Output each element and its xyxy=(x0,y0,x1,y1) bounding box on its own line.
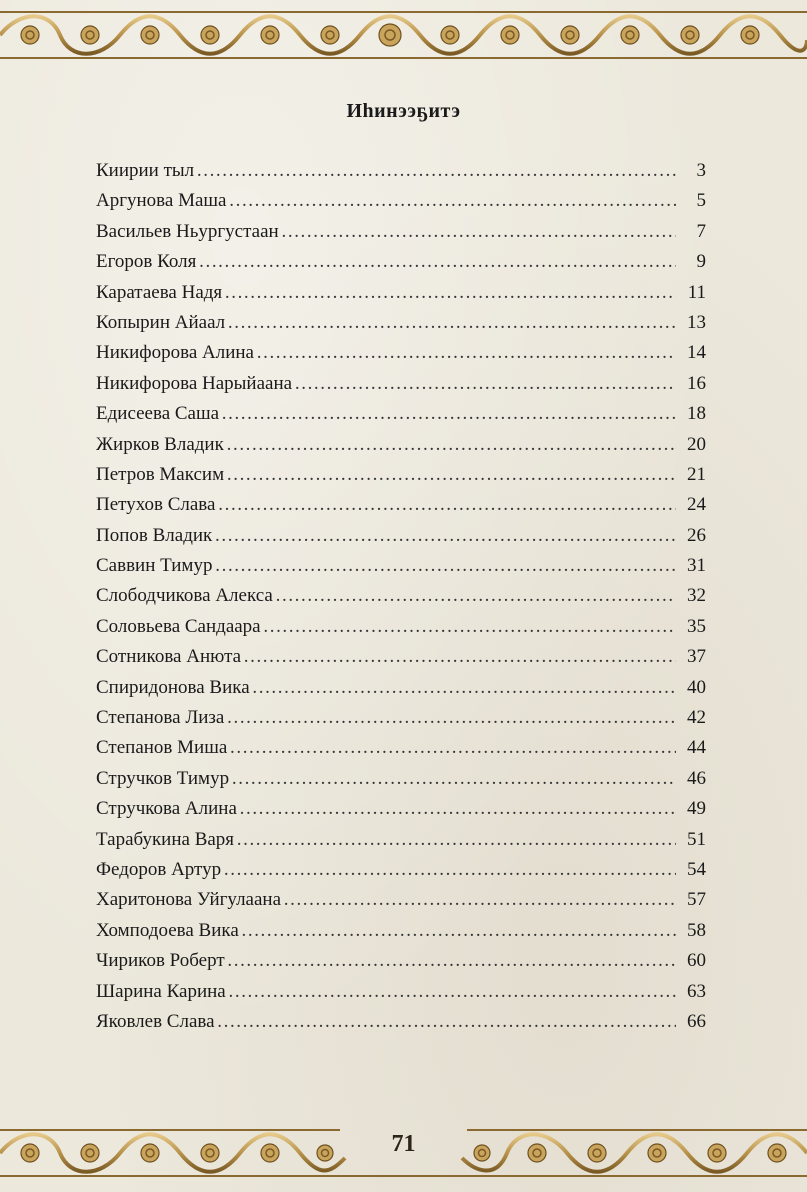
toc-entry-page: 60 xyxy=(687,950,706,972)
toc-entry-page: 21 xyxy=(687,463,706,485)
toc-entry-name: Степанов Миша xyxy=(96,737,228,759)
toc-entry-name: Спиридонова Вика xyxy=(96,676,250,698)
toc-entry xyxy=(96,1007,706,1037)
toc-entry-page: 44 xyxy=(687,737,706,759)
toc-entry xyxy=(96,977,706,1007)
toc-entry xyxy=(96,551,706,581)
toc-entry-name: Попов Владик xyxy=(96,524,213,546)
toc-title: Иһинээҕитэ xyxy=(346,100,461,122)
toc-entry-page: 14 xyxy=(687,342,706,364)
toc-entry-page: 20 xyxy=(687,433,706,455)
dot-leader xyxy=(228,977,676,1007)
dot-leader xyxy=(221,399,676,429)
dot-leader xyxy=(231,764,676,794)
toc-entry-name: Жирков Владик xyxy=(96,433,224,455)
toc-list xyxy=(96,156,706,1037)
toc-entry xyxy=(96,855,706,885)
toc-entry-name: Едисеева Саша xyxy=(96,403,220,425)
toc-entry xyxy=(96,612,706,642)
toc-entry-page: 51 xyxy=(687,828,706,850)
toc-entry-name: Никифорова Нарыйаана xyxy=(96,372,293,394)
dot-leader xyxy=(198,247,676,277)
toc-entry xyxy=(96,430,706,460)
dot-leader xyxy=(226,430,676,460)
toc-entry-name: Слободчикова Алекса xyxy=(96,585,273,607)
toc-entry-page: 3 xyxy=(696,160,706,181)
dot-leader xyxy=(228,186,676,216)
toc-entry xyxy=(96,247,706,277)
toc-entry-page: 42 xyxy=(687,707,706,729)
toc-entry xyxy=(96,369,706,399)
toc-entry-page: 57 xyxy=(687,889,706,911)
toc-entry-name: Стручкова Алина xyxy=(96,798,237,820)
toc-entry xyxy=(96,642,706,672)
dot-leader xyxy=(226,460,676,490)
toc-entry-name: Чириков Роберт xyxy=(96,950,225,972)
toc-entry-page: 49 xyxy=(687,798,706,820)
toc-entry-name: Соловьева Сандаара xyxy=(96,615,261,637)
top-ornament-border xyxy=(0,0,807,70)
toc-entry xyxy=(96,946,706,976)
dot-leader xyxy=(281,217,676,247)
dot-leader xyxy=(226,703,676,733)
toc-entry xyxy=(96,733,706,763)
toc-entry-page: 66 xyxy=(687,1010,706,1032)
toc-entry xyxy=(96,186,706,216)
toc-entry-page: 35 xyxy=(687,615,706,637)
toc-entry-page: 7 xyxy=(696,220,706,242)
toc-entry-page: 24 xyxy=(687,494,706,516)
dot-leader xyxy=(227,946,676,976)
dot-leader xyxy=(283,885,676,915)
toc-entry xyxy=(96,460,706,490)
toc-entry xyxy=(96,794,706,824)
toc-entry xyxy=(96,673,706,703)
toc-entry-name: Аргунова Маша xyxy=(96,190,227,212)
toc-entry xyxy=(96,916,706,946)
toc-entry-name: Киирии тыл xyxy=(96,160,195,181)
toc-entry-page: 13 xyxy=(687,311,706,333)
toc-entry-name: Егоров Коля xyxy=(96,251,197,273)
dot-leader xyxy=(217,1007,676,1037)
toc-entry xyxy=(96,581,706,611)
toc-entry-name: Стручков Тимур xyxy=(96,767,230,789)
toc-entry xyxy=(96,308,706,338)
dot-leader xyxy=(239,794,676,824)
dot-leader xyxy=(252,673,676,703)
toc-entry-name: Копырин Айаал xyxy=(96,311,226,333)
toc-entry xyxy=(96,217,706,247)
dot-leader xyxy=(243,642,676,672)
dot-leader xyxy=(223,855,676,885)
dot-leader xyxy=(214,551,676,581)
toc-entry-page: 63 xyxy=(687,980,706,1002)
dot-leader xyxy=(196,156,676,186)
toc-entry-name: Каратаева Надя xyxy=(96,281,223,303)
toc-entry-page: 9 xyxy=(696,251,706,273)
dot-leader xyxy=(214,521,676,551)
toc-entry-name: Шарина Карина xyxy=(96,980,226,1002)
dot-leader xyxy=(275,581,676,611)
toc-entry-page: 31 xyxy=(687,555,706,577)
toc-entry-page: 18 xyxy=(687,403,706,425)
toc-entry xyxy=(96,703,706,733)
toc-entry-page: 5 xyxy=(696,190,706,212)
toc-entry xyxy=(96,338,706,368)
toc-entry xyxy=(96,490,706,520)
toc-entry xyxy=(96,156,706,186)
toc-entry xyxy=(96,521,706,551)
toc-entry-page: 40 xyxy=(687,676,706,698)
dot-leader xyxy=(229,733,676,763)
page-number: 71 xyxy=(391,1131,416,1157)
toc-entry-name: Васильев Ньургустаан xyxy=(96,220,279,242)
toc-entry-name: Харитонова Уйгулаана xyxy=(96,889,282,911)
toc-entry-name: Никифорова Алина xyxy=(96,342,254,364)
toc-entry-name: Тарабукина Варя xyxy=(96,828,235,850)
dot-leader xyxy=(294,369,676,399)
toc-entry-page: 11 xyxy=(687,281,706,303)
toc-entry xyxy=(96,278,706,308)
dot-leader xyxy=(256,338,676,368)
toc-entry-name: Петухов Слава xyxy=(96,494,216,516)
toc-entry-page: 46 xyxy=(687,767,706,789)
dot-leader xyxy=(236,825,676,855)
toc-entry-name: Хомподоева Вика xyxy=(96,919,239,941)
toc-entry-page: 37 xyxy=(687,646,706,668)
toc-entry-name: Степанова Лиза xyxy=(96,707,225,729)
toc-entry-page: 58 xyxy=(687,919,706,941)
dot-leader xyxy=(224,278,676,308)
toc-entry-page: 54 xyxy=(687,858,706,880)
toc-entry-name: Яковлев Слава xyxy=(96,1010,215,1032)
toc-entry-page: 16 xyxy=(687,372,706,394)
toc-entry-page: 32 xyxy=(687,585,706,607)
toc-entry xyxy=(96,885,706,915)
dot-leader xyxy=(227,308,676,338)
toc-entry-name: Сотникова Анюта xyxy=(96,646,242,668)
toc-entry-page: 26 xyxy=(687,524,706,546)
toc-entry xyxy=(96,764,706,794)
toc-entry xyxy=(96,825,706,855)
dot-leader xyxy=(217,490,676,520)
toc-entry xyxy=(96,399,706,429)
dot-leader xyxy=(263,612,676,642)
toc-entry-name: Петров Максим xyxy=(96,463,225,485)
dot-leader xyxy=(241,916,676,946)
toc-entry-name: Саввин Тимур xyxy=(96,555,213,577)
toc-entry-name: Федоров Артур xyxy=(96,858,222,880)
